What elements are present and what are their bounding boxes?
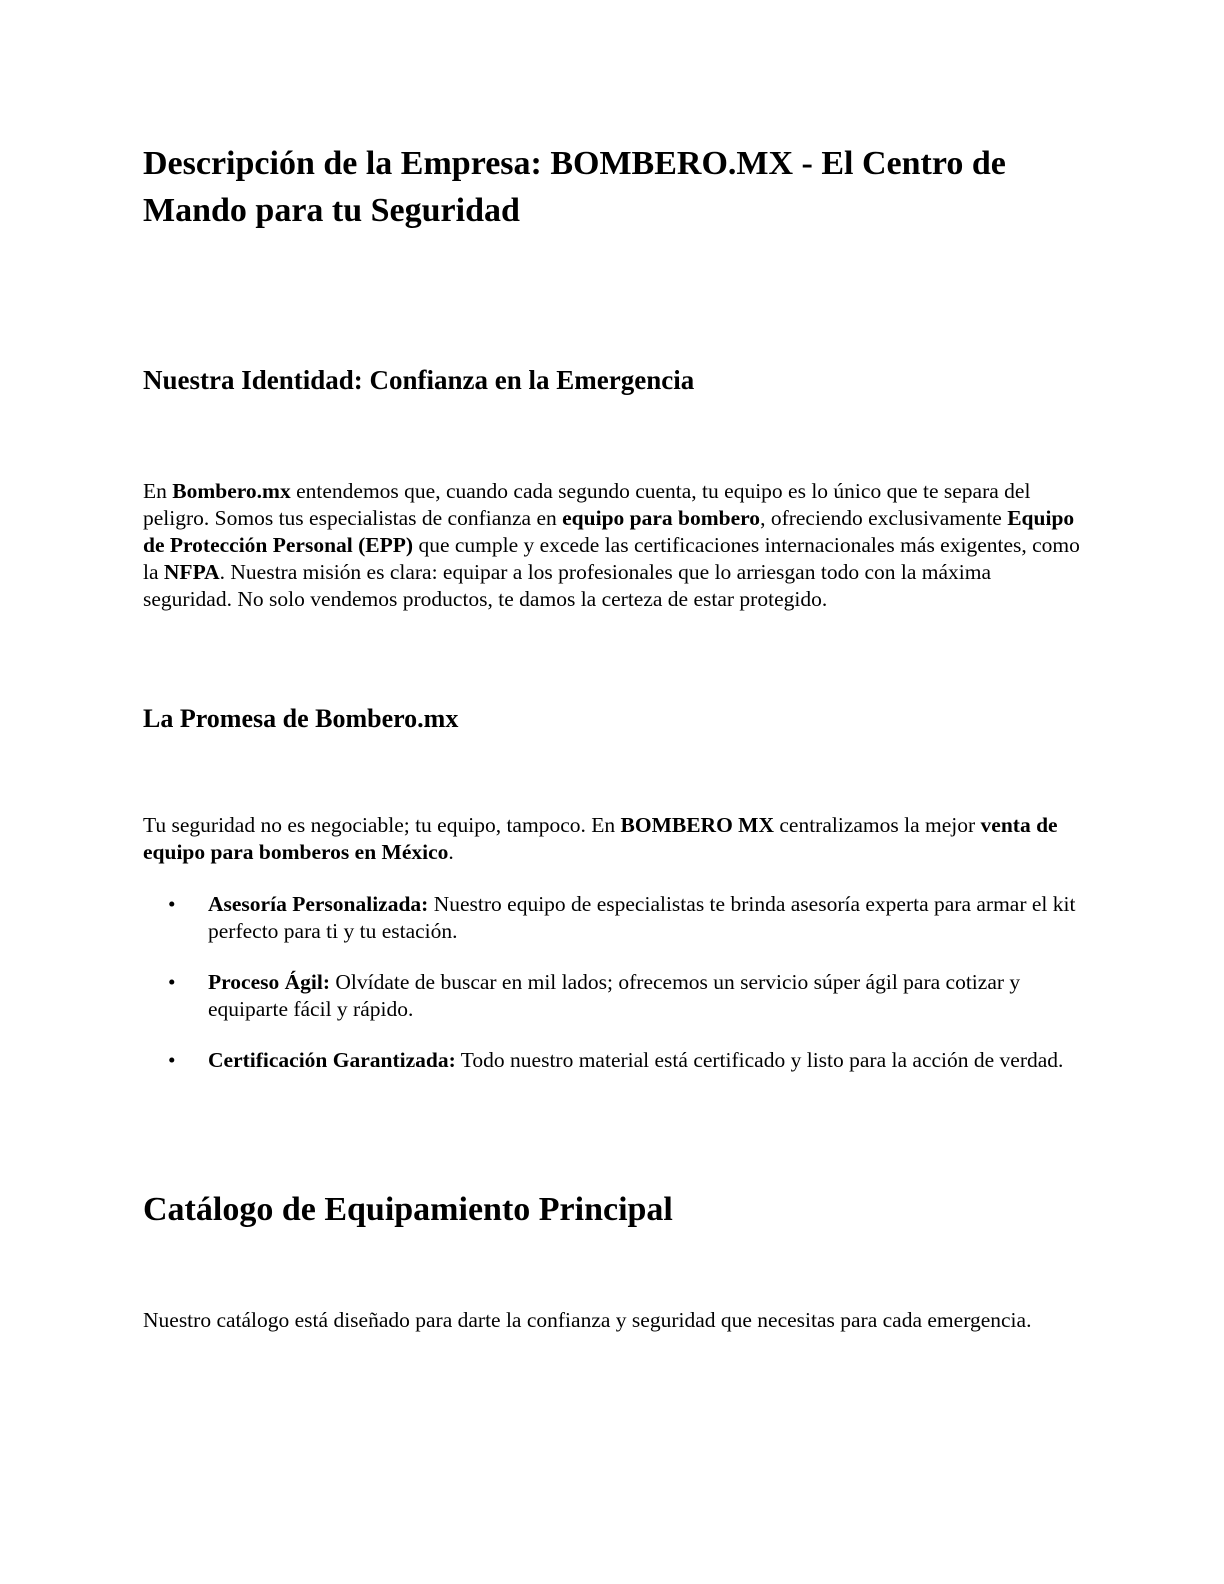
catalog-paragraph: Nuestro catálogo está diseñado para darte la confianza y seguridad que necesitas para cada emergencia. [143,1308,1032,1332]
list-item-text: Certificación Garantizada: Todo nuestro material está certificado y listo para la acción de verdad. [208,1048,1064,1072]
list-item-certificacion [143,1047,1080,1074]
document-title-text: Descripción de la Empresa: BOMBERO.MX - El Centro de Mando para tu Seguridad [143,145,1006,229]
list-item-proceso [143,969,1080,1023]
bullet-icon: • [168,1048,176,1072]
promise-bullet-list [143,891,1080,1074]
bullet-icon: • [168,892,176,916]
list-item-text: Proceso Ágil: Olvídate de buscar en mil lados; ofrecemos un servicio súper ágil para cotizar y equiparte fácil y rápido. [208,970,1021,1021]
section-heading-identity: Nuestra Identidad: Confianza en la Emergencia [143,365,695,395]
section-heading-catalog: Catálogo de Equipamiento Principal [143,1191,673,1228]
list-item-text: Asesoría Personalizada: Nuestro equipo de especialistas te brinda asesoría experta para armar el kit perfecto para ti y tu estación. [208,892,1076,943]
list-item-asesoria [143,891,1080,945]
promise-paragraph: Tu seguridad no es negociable; tu equipo, tampoco. En BOMBERO MX centralizamos la mejor venta de equipo para bomberos en México. [143,813,1058,864]
document-title [143,140,1080,234]
bullet-icon: • [168,970,176,994]
identity-paragraph: En Bombero.mx entendemos que, cuando cada segundo cuenta, tu equipo es lo único que te separa del peligro. Somos tus especialistas de confianza en equipo para bombero, ofreciendo exclusivamente Equipo de Protección Personal (EPP) que cumple y excede las certificaciones internacionales más exigentes, como la NFPA. Nuestra misión es clara: equipar a los profesionales que lo arriesgan todo con la máxima seguridad. No solo vendemos productos, te damos la certeza de estar protegido. [143,479,1080,611]
section-heading-promise: La Promesa de Bombero.mx [143,704,459,733]
